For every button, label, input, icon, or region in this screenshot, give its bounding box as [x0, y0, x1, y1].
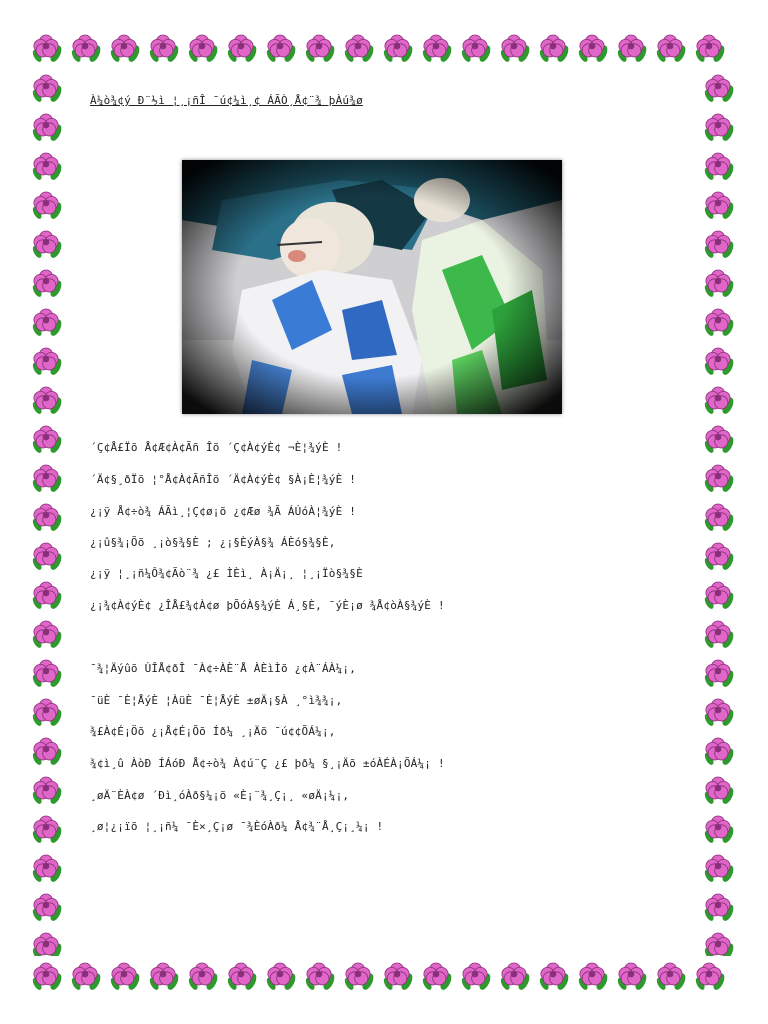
- rose-flower-icon: [70, 35, 103, 64]
- rose-flower-icon: [655, 963, 688, 992]
- rose-flower-icon: [31, 348, 64, 377]
- rose-flower-icon: [31, 738, 64, 767]
- rose-flower-icon: [703, 855, 736, 884]
- elderly-couple-painting-icon: [182, 160, 562, 414]
- rose-flower-icon: [382, 963, 415, 992]
- rose-flower-icon: [538, 35, 571, 64]
- rose-flower-icon: [31, 933, 64, 956]
- rose-flower-icon: [460, 35, 493, 64]
- rose-flower-icon: [109, 963, 142, 992]
- rose-flower-icon: [226, 35, 259, 64]
- floral-border-right: [700, 68, 740, 956]
- rose-flower-icon: [703, 348, 736, 377]
- rose-flower-icon: [31, 426, 64, 455]
- rose-flower-icon: [31, 35, 64, 64]
- flower-row-top-icon: [28, 28, 740, 68]
- poem-heading: À¼ò¾¢ý Ð¨½ì ¦¸¡ñÎ ¯ú¢¼ì¸¢ ÁÃÒ¸Å¢¨¾ þÀú¾ø: [90, 94, 363, 107]
- rose-flower-icon: [31, 894, 64, 923]
- floral-border-bottom: [28, 956, 740, 996]
- stanza2-line-5: ¸øÄ¨ÈÀ¢ø ´Ðì¸óÀð§¼¡õ «È¡¨¾¸Ç¡¸ «øÄ¡¼¡,: [90, 789, 350, 802]
- rose-flower-icon: [31, 75, 64, 104]
- rose-flower-icon: [703, 933, 736, 956]
- rose-flower-icon: [499, 963, 532, 992]
- stanza1-line-1: ´Ç¢Å£Ïõ Å¢Æ¢À¢Ãñ Îõ ´Ç¢À¢ýÈ¢ ¬È¦¾ýÈ !: [90, 441, 343, 454]
- rose-flower-icon: [31, 270, 64, 299]
- rose-flower-icon: [703, 309, 736, 338]
- stanza2-line-3: ¾£À¢É¡Öõ ¿¡Å¢É¡Õõ Íð¼ ¸¡Äõ ¯ú¢¢ÕÁ¼¡,: [90, 725, 336, 738]
- rose-flower-icon: [694, 963, 727, 992]
- floral-border-top: [28, 28, 740, 68]
- rose-flower-icon: [703, 465, 736, 494]
- rose-flower-icon: [460, 963, 493, 992]
- rose-flower-icon: [499, 35, 532, 64]
- stanza1-line-2: ´Ä¢§¸ðÏõ ¦°Å¢À¢ÃñÎõ ´Ä¢À¢ýÈ¢ §À¡È¦¾ýÈ !: [90, 473, 357, 486]
- rose-flower-icon: [703, 816, 736, 845]
- rose-flower-icon: [265, 35, 298, 64]
- stanza1-line-6: ¿¡¾¢À¢ýÈ¢ ¿ÎÅ£¾¢À¢ø þÕóÀ§¾ýÈ Á¸§È, ¯ýÈ¡ø ¾Å¢òÀ§¾ýÈ !: [90, 599, 445, 612]
- stanza2-line-2: ¯üÈ ¯È¦ÅýÈ ¦ÀüÈ ¯È¦ÅýÈ ±øÄ¡§À ¸°ì¾¾¡,: [90, 694, 343, 707]
- rose-flower-icon: [31, 309, 64, 338]
- rose-flower-icon: [703, 192, 736, 221]
- rose-flower-icon: [31, 504, 64, 533]
- rose-flower-icon: [703, 543, 736, 572]
- rose-flower-icon: [703, 75, 736, 104]
- stanza2-line-6: ¸ø¦¿¡ïõ ¦¸¡ñ¼ ¯È×¸Ç¡ø ¯¾ÈóÀð¼ Å¢¾¨Å¸Ç¡¸¼¡ !: [90, 820, 384, 833]
- rose-flower-icon: [577, 35, 610, 64]
- rose-flower-icon: [703, 426, 736, 455]
- rose-flower-icon: [109, 35, 142, 64]
- rose-flower-icon: [31, 621, 64, 650]
- rose-flower-icon: [703, 231, 736, 260]
- rose-flower-icon: [703, 270, 736, 299]
- rose-flower-icon: [538, 963, 571, 992]
- rose-flower-icon: [31, 543, 64, 572]
- rose-flower-icon: [703, 621, 736, 650]
- painting-image: [182, 160, 562, 414]
- rose-flower-icon: [31, 153, 64, 182]
- stanza2-line-4: ¾¢ì¸û ÀòÐ ÍÁóÐ Å¢÷ò¾ À¢ú¨Ç ¿£ þð¼ §¸¡Äõ ±óÀÉÀ¡ÕÁ¼¡ !: [90, 757, 445, 770]
- rose-flower-icon: [31, 660, 64, 689]
- flower-column-left-icon: [28, 68, 68, 956]
- rose-flower-icon: [616, 35, 649, 64]
- rose-flower-icon: [703, 660, 736, 689]
- rose-flower-icon: [703, 894, 736, 923]
- rose-flower-icon: [31, 231, 64, 260]
- rose-flower-icon: [187, 35, 220, 64]
- rose-flower-icon: [703, 699, 736, 728]
- rose-flower-icon: [703, 153, 736, 182]
- rose-flower-icon: [382, 35, 415, 64]
- rose-flower-icon: [31, 582, 64, 611]
- rose-flower-icon: [31, 387, 64, 416]
- rose-flower-icon: [148, 963, 181, 992]
- rose-flower-icon: [31, 963, 64, 992]
- rose-flower-icon: [703, 504, 736, 533]
- rose-flower-icon: [31, 777, 64, 806]
- rose-flower-icon: [226, 963, 259, 992]
- stanza1-line-5: ¿¡ÿ ¦¸¡ñ¼Ô¾¢Ãò¨¾ ¿£ ÌÈì¸ À¡Ä¡¸ ¦¸¡Ïò§¾§È: [90, 567, 363, 580]
- rose-flower-icon: [577, 963, 610, 992]
- rose-flower-icon: [703, 777, 736, 806]
- rose-flower-icon: [703, 114, 736, 143]
- flower-row-bottom-icon: [28, 956, 740, 996]
- stanza1-line-3: ¿¡ÿ Å¢÷ò¾ ÁÃì¸¦Ç¢ø¡õ ¿¢Æø ¾Ã ÁÚóÀ¦¾ýÈ !: [90, 505, 357, 518]
- rose-flower-icon: [31, 114, 64, 143]
- rose-flower-icon: [304, 35, 337, 64]
- rose-flower-icon: [187, 963, 220, 992]
- rose-flower-icon: [31, 465, 64, 494]
- stanza2-line-1: ¯¾¦Äýûõ ÙÎÅ¢ðÎ ¯À¢÷ÀÈ¨Å ÀÈìÌõ ¿¢À¨ÁÀ¼¡,: [90, 662, 357, 675]
- rose-flower-icon: [31, 699, 64, 728]
- rose-flower-icon: [304, 963, 337, 992]
- flower-column-right-icon: [700, 68, 740, 956]
- rose-flower-icon: [70, 963, 103, 992]
- rose-flower-icon: [703, 582, 736, 611]
- rose-flower-icon: [343, 963, 376, 992]
- rose-flower-icon: [703, 387, 736, 416]
- rose-flower-icon: [421, 963, 454, 992]
- rose-flower-icon: [616, 963, 649, 992]
- rose-flower-icon: [421, 35, 454, 64]
- rose-flower-icon: [343, 35, 376, 64]
- stanza1-line-4: ¿¡û§¾¡Õõ ¸¡ò§¾§È ; ¿¡§ÈýÀ§¾ ÁÈó§¾§È,: [90, 536, 336, 549]
- rose-flower-icon: [265, 963, 298, 992]
- rose-flower-icon: [31, 192, 64, 221]
- floral-border-left: [28, 68, 68, 956]
- rose-flower-icon: [694, 35, 727, 64]
- rose-flower-icon: [655, 35, 688, 64]
- rose-flower-icon: [31, 855, 64, 884]
- rose-flower-icon: [31, 816, 64, 845]
- rose-flower-icon: [148, 35, 181, 64]
- rose-flower-icon: [703, 738, 736, 767]
